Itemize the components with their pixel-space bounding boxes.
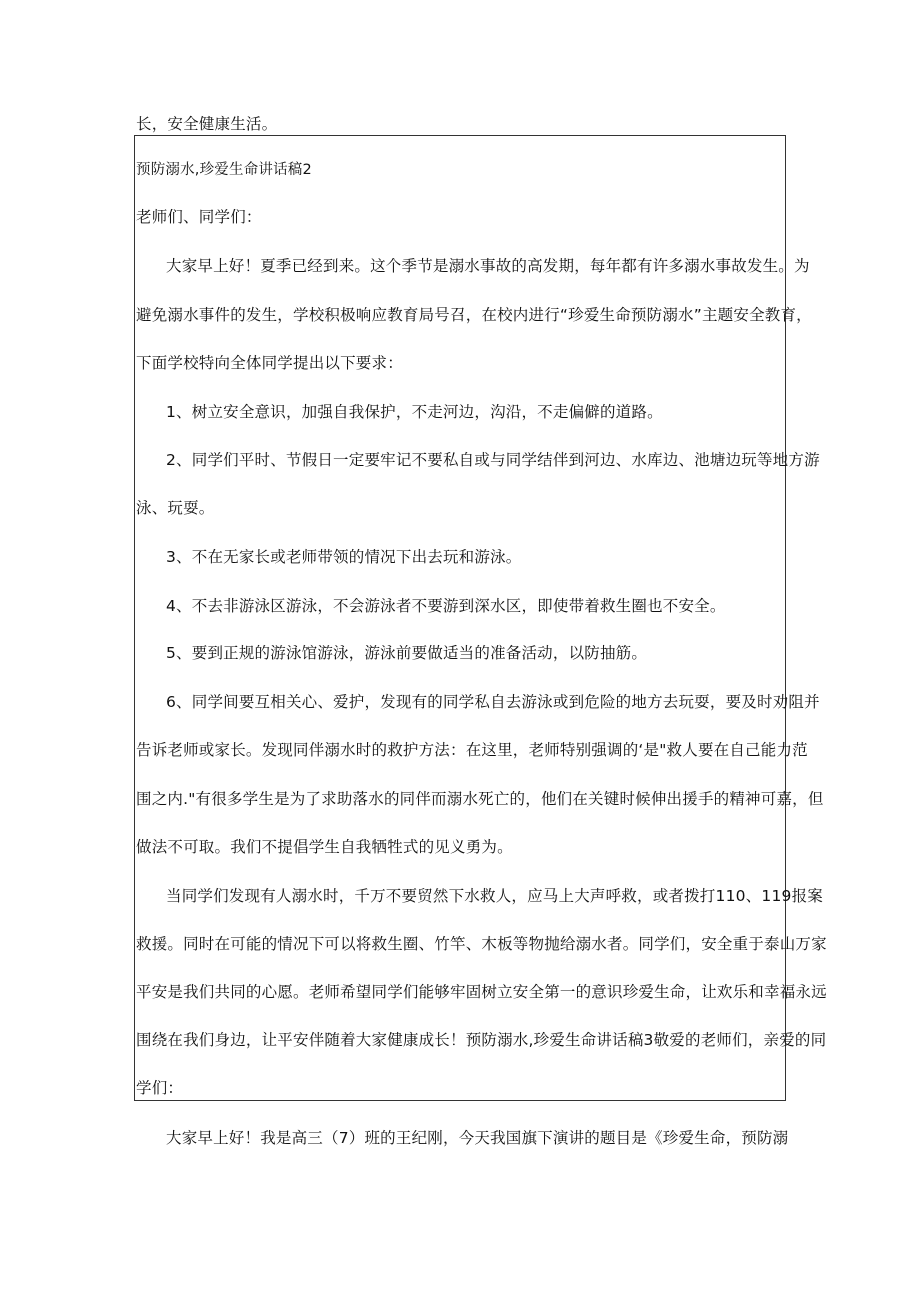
closing-line-5: 学们： [136,1079,184,1097]
closing-line-2: 救援。同时在可能的情况下可以将救生圈、竹竿、木板等物抛给溺水者。同学们，安全重于泰山万家 [136,935,827,953]
requirement-4: 4、不去非游泳区游泳，不会游泳者不要游到深水区，即使带着救生圈也不安全。 [166,597,726,615]
requirement-2-line-1: 2、同学们平时、节假日一定要牢记不要私自或与同学结伴到河边、水库边、池塘边玩等地方游 [166,451,820,469]
requirement-1: 1、树立安全意识，加强自我保护，不走河边，沟沿，不走偏僻的道路。 [166,403,663,421]
intro-line-1: 大家早上好！夏季已经到来。这个季节是溺水事故的高发期，每年都有许多溺水事故发生。为 [166,257,810,275]
pre-box-line: 长，安全健康生活。 [136,115,278,133]
requirement-6-line-2: 告诉老师或家长。发现同伴溺水时的救护方法：在这里，老师特别强调的‘是"救人要在自己能力范 [136,741,808,759]
salutation: 老师们、同学们： [136,208,262,226]
closing-line-4: 围绕在我们身边，让平安伴随着大家健康成长！预防溺水,珍爱生命讲话稿3敬爱的老师们，亲爱的同 [136,1031,827,1049]
requirement-2-line-2: 泳、玩耍。 [136,499,215,517]
requirement-6-line-4: 做法不可取。我们不提倡学生自我牺牲式的见义勇为。 [136,838,513,856]
requirement-3: 3、不在无家长或老师带领的情况下出去玩和游泳。 [166,548,522,566]
closing-line-1: 当同学们发现有人溺水时，千万不要贸然下水救人，应马上大声呼救，或者拨打110、119报案 [166,887,823,905]
requirement-6-line-3: 围之内."有很多学生是为了求助落水的同伴而溺水死亡的，他们在关键时候伸出援手的精神可嘉，但 [136,790,824,808]
requirement-6-line-1: 6、同学间要互相关心、爱护，发现有的同学私自去游泳或到危险的地方去玩耍，要及时劝阻并 [166,693,820,711]
speech-title: 预防溺水,珍爱生命讲话稿2 [136,162,312,178]
closing-line-3: 平安是我们共同的心愿。老师希望同学们能够牢固树立安全第一的意识珍爱生命，让欢乐和幸福永远 [136,983,827,1001]
speech-text-box [134,135,786,1101]
requirement-5: 5、要到正规的游泳馆游泳，游泳前要做适当的准备活动，以防抽筋。 [166,644,648,662]
intro-line-2: 避免溺水事件的发生，学校积极响应教育局号召，在校内进行“珍爱生命预防溺水”主题安全教育， [136,306,812,324]
intro-line-3: 下面学校特向全体同学提出以下要求： [136,354,403,372]
post-box-line: 大家早上好！我是高三（7）班的王纪刚，今天我国旗下演讲的题目是《珍爱生命，预防溺 [166,1129,789,1147]
